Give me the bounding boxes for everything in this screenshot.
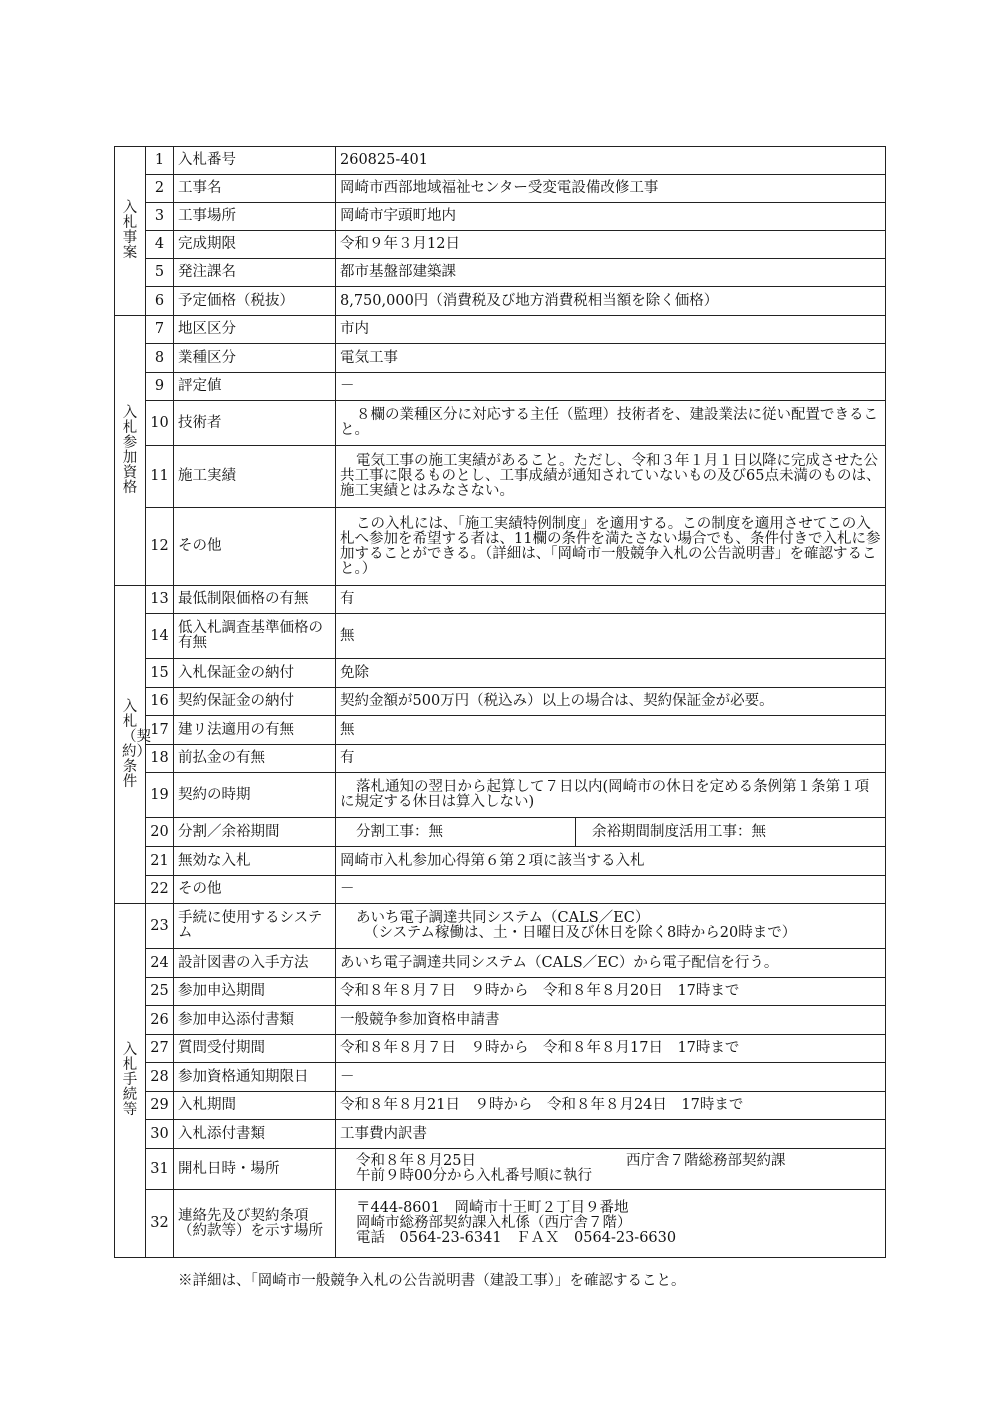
row-number: 11 [146, 446, 174, 508]
row-label: 前払金の有無 [174, 745, 336, 773]
row-number: 18 [146, 745, 174, 773]
row-number: 27 [146, 1035, 174, 1063]
row-number: 2 [146, 175, 174, 203]
row-value: 令和９年３月12日 [336, 231, 886, 259]
row-number: 13 [146, 586, 174, 614]
row-number: 21 [146, 847, 174, 876]
table-row [115, 614, 886, 659]
row-label: 予定価格（税抜） [174, 287, 336, 316]
table-row [115, 716, 886, 745]
row-value-line: （システム稼働は、土・日曜日及び休日を除く8時から20時まで） [364, 925, 797, 941]
open-date: 令和８年８月25日 [356, 1153, 476, 1169]
row-label: 地区区分 [174, 316, 336, 344]
row-value: 令和８年８月７日 ９時から 令和８年８月20日 17時まで [336, 978, 886, 1006]
table-row [115, 978, 886, 1006]
row-number: 31 [146, 1149, 174, 1190]
table-row [115, 659, 886, 688]
row-value [336, 1149, 886, 1190]
row-value: 岡崎市宇頭町地内 [336, 203, 886, 231]
table-row [115, 1120, 886, 1149]
row-number: 26 [146, 1006, 174, 1035]
row-value: この入札には、「施工実績特例制度」を適用する。この制度を適用させてこの入札へ参加を希望する者は、11欄の条件を満たさない場合でも、条件付きで入札に参加することができる。（詳細は、「岡崎市一般競争入札の公告説明書」を確認すること。） [336, 508, 886, 586]
row-value: － [336, 876, 886, 904]
footnote: ※詳細は、「岡崎市一般競争入札の公告説明書（建設工事）」を確認すること。 [178, 1273, 686, 1289]
row-number: 25 [146, 978, 174, 1006]
table-row [115, 147, 886, 175]
row-value-b: 余裕期間制度活用工事：無 [592, 823, 766, 840]
table-row [115, 316, 886, 344]
row-value: 260825-401 [336, 147, 886, 175]
row-value: － [336, 1063, 886, 1092]
row-label: 参加申込期間 [174, 978, 336, 1006]
notice-table [114, 146, 886, 1258]
row-label: 施工実績 [174, 446, 336, 508]
row-value: 電気工事の施工実績があること。ただし、令和３年１月１日以降に完成させた公共工事に限るものとし、工事成績が通知されていないもの及び65点未満のものは、施工実績とはみなさない。 [336, 446, 886, 508]
row-value: ８欄の業種区分に対応する主任（監理）技術者を、建設業法に従い配置できること。 [336, 401, 886, 446]
row-label: 契約の時期 [174, 773, 336, 818]
table-row [115, 818, 886, 847]
row-number: 17 [146, 716, 174, 745]
row-number: 3 [146, 203, 174, 231]
row-value: 免除 [336, 659, 886, 688]
row-value: 8,750,000円（消費税及び地方消費税相当額を除く価格） [336, 287, 886, 316]
table-row [115, 259, 886, 287]
row-value: 電気工事 [336, 344, 886, 373]
open-place: 西庁舎７階総務部契約課 [625, 1153, 786, 1169]
row-number: 4 [146, 231, 174, 259]
row-number: 20 [146, 818, 174, 847]
table-row [115, 773, 886, 818]
row-label: 建リ法適用の有無 [174, 716, 336, 745]
row-value: 岡崎市西部地域福祉センター受変電設備改修工事 [336, 175, 886, 203]
row-value-line: 電話 0564-23-6341 ＦＡＸ 0564-23-6630 [356, 1230, 677, 1246]
row-label: 入札添付書類 [174, 1120, 336, 1149]
row-number: 5 [146, 259, 174, 287]
table-row [115, 1006, 886, 1035]
row-value-a: 分割工事：無 [340, 818, 576, 846]
table-row [115, 949, 886, 978]
section-label: 入札参加資格 [115, 316, 146, 586]
row-number: 28 [146, 1063, 174, 1092]
table-row [115, 847, 886, 876]
row-label: その他 [174, 876, 336, 904]
row-number: 32 [146, 1190, 174, 1258]
table-row [115, 287, 886, 316]
row-label: 低入札調査基準価格の有無 [174, 614, 336, 659]
table-row [115, 203, 886, 231]
row-label: 完成期限 [174, 231, 336, 259]
row-value [336, 904, 886, 949]
table-row [115, 904, 886, 949]
row-number: 7 [146, 316, 174, 344]
row-number: 16 [146, 688, 174, 716]
row-label: 参加申込添付書類 [174, 1006, 336, 1035]
table-row [115, 688, 886, 716]
row-label: 技術者 [174, 401, 336, 446]
row-number: 1 [146, 147, 174, 175]
row-label: 質問受付期間 [174, 1035, 336, 1063]
row-value: 無 [336, 716, 886, 745]
row-value: － [336, 373, 886, 401]
row-label: 入札期間 [174, 1092, 336, 1120]
row-number: 30 [146, 1120, 174, 1149]
table-row [115, 175, 886, 203]
row-value: 岡崎市入札参加心得第６第２項に該当する入札 [336, 847, 886, 876]
row-value: 一般競争参加資格申請書 [336, 1006, 886, 1035]
table-row [115, 1149, 886, 1190]
row-label: 連絡先及び契約条項（約款等）を示す場所 [174, 1190, 336, 1258]
row-value: 落札通知の翌日から起算して７日以内(岡崎市の休日を定める条例第１条第１項に規定する休日は算入しない) [336, 773, 886, 818]
table-row [115, 1190, 886, 1258]
table-row [115, 231, 886, 259]
table-row [115, 745, 886, 773]
row-value-line: 〒444-8601 岡崎市十王町２丁目９番地 [356, 1200, 629, 1216]
row-label: 開札日時・場所 [174, 1149, 336, 1190]
row-label: 工事場所 [174, 203, 336, 231]
row-value: 都市基盤部建築課 [336, 259, 886, 287]
row-number: 6 [146, 287, 174, 316]
row-number: 24 [146, 949, 174, 978]
row-label: 入札番号 [174, 147, 336, 175]
row-value: 令和８年８月７日 ９時から 令和８年８月17日 17時まで [336, 1035, 886, 1063]
row-number: 12 [146, 508, 174, 586]
row-number: 19 [146, 773, 174, 818]
table-row [115, 446, 886, 508]
table-row [115, 373, 886, 401]
row-value: 有 [336, 745, 886, 773]
row-number: 10 [146, 401, 174, 446]
row-label: 評定値 [174, 373, 336, 401]
row-value: 令和８年８月21日 ９時から 令和８年８月24日 17時まで [336, 1092, 886, 1120]
table-row [115, 508, 886, 586]
row-label: 設計図書の入手方法 [174, 949, 336, 978]
row-label: 分割／余裕期間 [174, 818, 336, 847]
row-number: 23 [146, 904, 174, 949]
row-value: 無 [336, 614, 886, 659]
row-value-line: あいち電子調達共同システム（CALS／EC） [356, 910, 650, 926]
table-row [115, 1035, 886, 1063]
row-value: あいち電子調達共同システム（CALS／EC）から電子配信を行う。 [336, 949, 886, 978]
table-row [115, 401, 886, 446]
table-row [115, 1063, 886, 1092]
row-value-line: 午前９時00分から入札番号順に執行 [356, 1168, 592, 1184]
table-row [115, 876, 886, 904]
row-number: 14 [146, 614, 174, 659]
row-value: 契約金額が500万円（税込み）以上の場合は、契約保証金が必要。 [336, 688, 886, 716]
row-label: 入札保証金の納付 [174, 659, 336, 688]
table-row [115, 586, 886, 614]
row-value-line: 岡崎市総務部契約課入札係（西庁舎７階） [356, 1215, 632, 1231]
row-value: 工事費内訳書 [336, 1120, 886, 1149]
row-number: 15 [146, 659, 174, 688]
row-label: 参加資格通知期限日 [174, 1063, 336, 1092]
row-label: その他 [174, 508, 336, 586]
section-label: 入札事案 [115, 147, 146, 316]
row-label: 契約保証金の納付 [174, 688, 336, 716]
split-value-cell [336, 818, 886, 847]
row-label: 発注課名 [174, 259, 336, 287]
row-number: 29 [146, 1092, 174, 1120]
row-value: 市内 [336, 316, 886, 344]
table-row [115, 344, 886, 373]
row-value: 有 [336, 586, 886, 614]
section-label: 入札手続等 [115, 904, 146, 1258]
row-label: 無効な入札 [174, 847, 336, 876]
row-label: 工事名 [174, 175, 336, 203]
row-value-line [340, 1154, 881, 1169]
row-label: 業種区分 [174, 344, 336, 373]
row-value [336, 1190, 886, 1258]
row-label: 最低制限価格の有無 [174, 586, 336, 614]
row-number: 8 [146, 344, 174, 373]
table-row [115, 1092, 886, 1120]
section-label: 入札（契約）条件 [115, 586, 146, 904]
row-number: 9 [146, 373, 174, 401]
row-label: 手続に使用するシステム [174, 904, 336, 949]
row-number: 22 [146, 876, 174, 904]
